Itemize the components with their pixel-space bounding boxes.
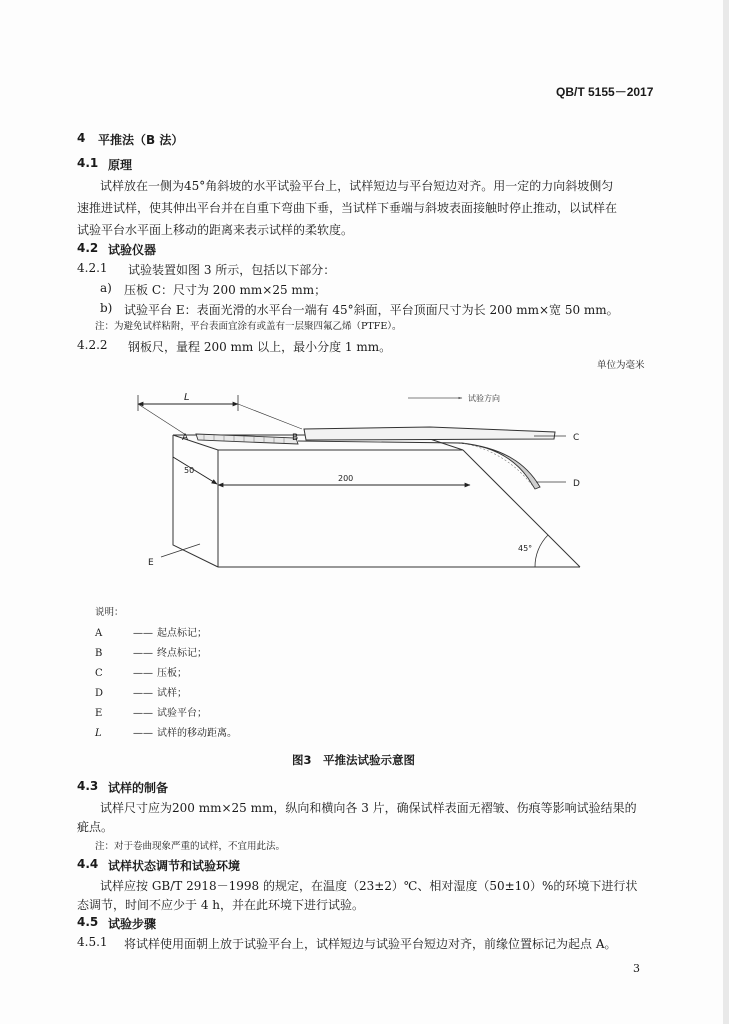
section-4-3-number: 4.3 xyxy=(77,779,99,793)
section-4-5-number: 4.5 xyxy=(77,915,99,929)
legend-item: B —— 终点标记； xyxy=(95,648,207,659)
legend-key: L xyxy=(95,728,102,739)
legend-item: C —— 压板； xyxy=(95,668,187,679)
section-4-2-1-text: 试验装置如图 3 所示，包括以下部分： xyxy=(128,263,336,277)
label-a: A xyxy=(182,433,189,443)
legend-key: B xyxy=(95,648,103,659)
section-4-3-line-2: 疵点。 xyxy=(77,820,114,834)
section-4-4-number: 4.4 xyxy=(77,857,99,871)
standard-code: QB/T 5155－2017 xyxy=(556,85,654,99)
section-4-5-1-number: 4.5.1 xyxy=(77,935,108,949)
section-4-number: 4 xyxy=(77,131,86,145)
label-b: B xyxy=(292,433,299,443)
item-a-text: 压板 C：尺寸为 200 mm×25 mm； xyxy=(124,283,327,297)
legend-key: A xyxy=(95,628,103,639)
label-c: C xyxy=(573,433,580,443)
legend-text: 试样的移动距离。 xyxy=(157,728,237,739)
legend-text: 起点标记； xyxy=(157,628,207,639)
item-a-mark: a) xyxy=(100,281,112,295)
legend-title: 说明： xyxy=(95,607,124,618)
legend-text: 试验平台； xyxy=(157,708,207,719)
label-d: D xyxy=(573,479,580,489)
dimension-50 xyxy=(173,457,217,484)
legend-key: C xyxy=(95,668,103,679)
section-4-1-number: 4.1 xyxy=(77,156,99,170)
section-4-3-line-1: 试样尺寸应为200 mm×25 mm，纵向和横向各 3 片，确保试样表面无褶皱、伤痕等影响试验结果的 xyxy=(100,801,637,815)
section-4-1-title: 原理 xyxy=(108,158,133,172)
section-4-title: 平推法（B 法） xyxy=(98,133,184,147)
section-4-1-line-1: 试样放在一侧为45°角斜坡的水平试验平台上，试样短边与平台短边对齐。用一定的力向斜坡侧匀 xyxy=(100,179,614,193)
item-b-text: 试验平台 E：表面光滑的水平台一端有 45°斜面，平台顶面尺寸为长 200 mm×宽 50 mm。 xyxy=(124,303,619,317)
legend-item: A —— 起点标记； xyxy=(95,628,207,639)
angle-arc xyxy=(535,535,548,567)
legend-key: D xyxy=(95,688,104,699)
direction-label: 试验方向 xyxy=(468,394,500,403)
label-angle: 45° xyxy=(518,544,533,553)
section-4-3-title: 试样的制备 xyxy=(108,781,169,795)
legend-item: L —— 试样的移动距离。 xyxy=(95,728,237,739)
legend-item: E —— 试验平台； xyxy=(95,708,207,719)
section-4-3-note: 注：对于卷曲现象严重的试样，不宜用此法。 xyxy=(95,841,286,852)
section-4-2-1-number: 4.2.1 xyxy=(77,261,108,275)
label-l: L xyxy=(184,392,190,403)
section-4-5-1-text: 将试样使用面朝上放于试验平台上，试样短边与试验平台短边对齐，前缘位置标记为起点 A。 xyxy=(124,937,617,951)
section-4-1-line-3: 试验平台水平面上移动的距离来表示试样的柔软度。 xyxy=(77,223,354,237)
section-4-2-1-note: 注：为避免试样粘附，平台表面宜涂有或盖有一层聚四氟乙烯（PTFE）。 xyxy=(95,321,402,332)
item-b-mark: b) xyxy=(100,301,113,315)
section-4-5-title: 试验步骤 xyxy=(108,917,157,931)
page-edge-shadow xyxy=(723,0,729,1024)
section-4-2-2-number: 4.2.2 xyxy=(77,338,108,352)
press-plate-c xyxy=(304,427,555,440)
legend-text: 压板； xyxy=(157,668,187,679)
legend-item: D —— 试样； xyxy=(95,688,187,699)
section-4-2-number: 4.2 xyxy=(77,241,99,255)
label-200: 200 xyxy=(338,474,354,483)
section-4-2-2-text: 钢板尺，量程 200 mm 以上，最小分度 1 mm。 xyxy=(128,340,392,354)
section-4-4-title: 试样状态调节和试验环境 xyxy=(108,859,241,873)
section-4-4-line-1: 试样应按 GB/T 2918－1998 的规定，在温度（23±2）℃、相对湿度（50±10）%的环境下进行状 xyxy=(100,879,638,893)
label-50: 50 xyxy=(184,466,195,475)
figure-unit-note: 单位为毫米 xyxy=(597,360,645,371)
label-e: E xyxy=(148,558,154,568)
section-4-1-line-2: 速推进试样，使其伸出平台并在自重下弯曲下垂，当试样下垂端与斜坡表面接触时停止推动，以试样在 xyxy=(77,201,618,215)
figure-3-diagram xyxy=(118,385,598,585)
section-4-4-line-2: 态调节，时间不应少于 4 h，并在此环境下进行试验。 xyxy=(77,898,364,912)
legend-key: E xyxy=(95,708,103,719)
figure-caption: 图3 平推法试验示意图 xyxy=(292,753,416,767)
legend-text: 试样； xyxy=(157,688,187,699)
section-4-2-title: 试验仪器 xyxy=(108,243,157,257)
legend-text: 终点标记； xyxy=(157,648,207,659)
page-number: 3 xyxy=(633,962,640,975)
